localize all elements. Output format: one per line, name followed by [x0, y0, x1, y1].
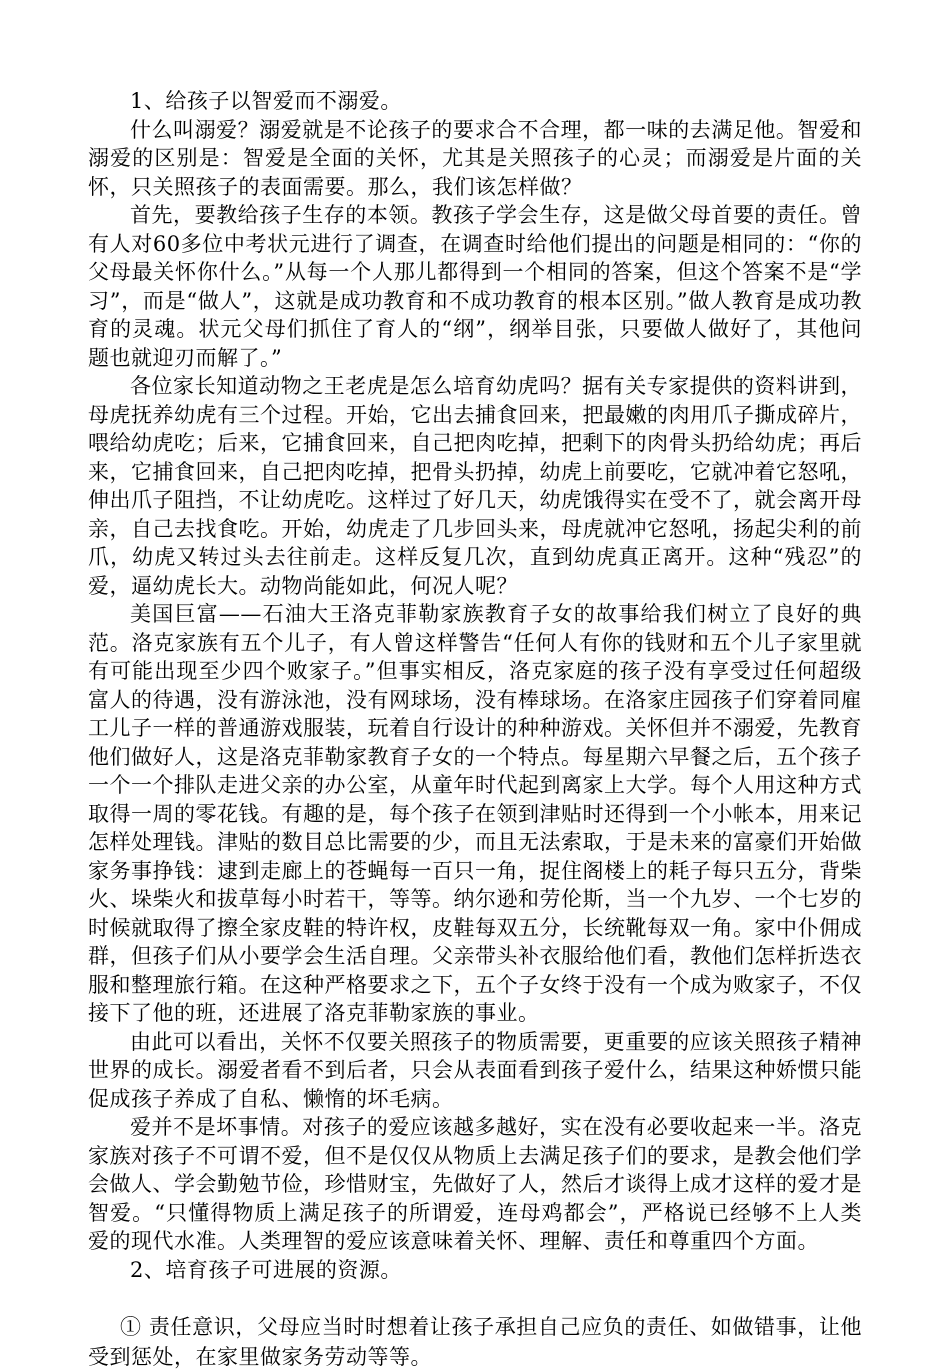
document-body	[88, 87, 862, 1372]
paragraph-tiger-story: 各位家长知道动物之王老虎是怎么培育幼虎吗？据有关专家提供的资料讲到，母虎抚养幼虎有三个过程。开始，它出去捕食回来，把最嫩的肉用爪子撕成碎片，喂给幼虎吃；后来，它捕食回来，自己把肉吃掉，把剩下的肉骨头扔给幼虎；再后来，它捕食回来，自己把肉吃掉，把骨头扔掉，幼虎上前要吃，它就冲着它怒吼，伸出爪子阻挡，不让幼虎吃。这样过了好几天，幼虎饿得实在受不了，就会离开母亲，自己去找食吃。开始，幼虎走了几步回头来，母虎就冲它怒吼，扬起尖利的前爪，幼虎又转过头去往前走。这样反复几次，直到幼虎真正离开。这种“残忍”的爱，逼幼虎长大。动物尚能如此，何况人呢？	[88, 374, 862, 598]
section-heading-2: 2、培育孩子可进展的资源。	[130, 1257, 402, 1282]
paragraph-survival-skills: 首先，要教给孩子生存的本领。教孩子学会生存，这是做父母首要的责任。曾有人对60多位中考状元进行了调查，在调查时给他们提出的问题是相同的：“你的父母最关怀你什么。”从每一个人那儿都得到一个相同的答案，但这个答案不是“学习”，而是“做人”，这就是成功教育和不成功教育的根本区别。”做人教育是成功教育的灵魂。状元父母们抓住了育人的“纲”，纲举目张，只要做人做好了，其他问题也就迎刃而解了。”	[88, 203, 862, 370]
blank-line	[88, 1284, 862, 1312]
paragraph-wise-love: 爱并不是坏事情。对孩子的爱应该越多越好，实在没有必要收起来一半。洛克家族对孩子不可谓不爱，但不是仅仅从物质上去满足孩子们的要求，是教会他们学会做人、学会勤勉节俭，珍惜财宝，先做好了人，然后才谈得上成才这样的爱才是智爱。“只懂得物质上满足孩子的所谓爱，连母鸡都会”，严格说已经够不上人类爱的现代水准。人类理智的爱应该意味着关怀、理解、责任和尊重四个方面。	[88, 1115, 862, 1253]
section-heading-1: 1、给孩子以智爱而不溺爱。	[130, 89, 402, 113]
numbered-item-responsibility: ① 责任意识，父母应当时时想着让孩子承担自己应负的责任、如做错事，让他受到惩处，在家里做家务劳动等等。	[88, 1315, 862, 1369]
paragraph-definition: 什么叫溺爱？溺爱就是不论孩子的要求合不合理，都一味的去满足他。智爱和溺爱的区别是：智爱是全面的关怀，尤其是关照孩子的心灵；而溺爱是片面的关怀，只关照孩子的表面需要。那么，我们该怎样做？	[88, 117, 862, 199]
paragraph-conclusion: 由此可以看出，关怀不仅要关照孩子的物质需要，更重要的应该关照孩子精神世界的成长。溺爱者看不到后者，只会从表面看到孩子爱什么，结果这种娇惯只能促成孩子养成了自私、懒惰的坏毛病。	[88, 1029, 862, 1111]
paragraph-rockefeller-story: 美国巨富——石油大王洛克菲勒家族教育子女的故事给我们树立了良好的典范。洛克家族有五个儿子，有人曾这样警告“任何人有你的钱财和五个儿子家里就有可能出现至少四个败家子。”但事实相反，洛克家庭的孩子没有享受过任何超级富人的待遇，没有游泳池，没有网球场，没有棒球场。在洛家庄园孩子们穿着同雇工儿子一样的普通游戏服装，玩着自行设计的种种游戏。关怀但并不溺爱，先教育他们做好人，这是洛克菲勒家教育子女的一个特点。每星期六早餐之后，五个孩子一个一个排队走进父亲的办公室，从童年时代起到离家上大学。每个人用这种方式取得一周的零花钱。有趣的是，每个孩子在领到津贴时还得到一个小帐本，用来记怎样处理钱。津贴的数目总比需要的少，而且无法索取，于是未来的富豪们开始做家务事挣钱：逮到走廊上的苍蝇每一百只一角，捉住阁楼上的耗子每只五分，背柴火、垛柴火和拔草每小时若干，等等。纳尔逊和劳伦斯，当一个九岁、一个七岁的时候就取得了擦全家皮鞋的特许权，皮鞋每双五分，长统靴每双一角。家中仆佣成群，但孩子们从小要学会生活自理。父亲带头补衣服给他们看，教他们怎样折迭衣服和整理旅行箱。在这种严格要求之下，五个子女终于没有一个成为败家子，不仅接下了他的班，还进展了洛克菲勒家族的事业。	[88, 602, 862, 1025]
